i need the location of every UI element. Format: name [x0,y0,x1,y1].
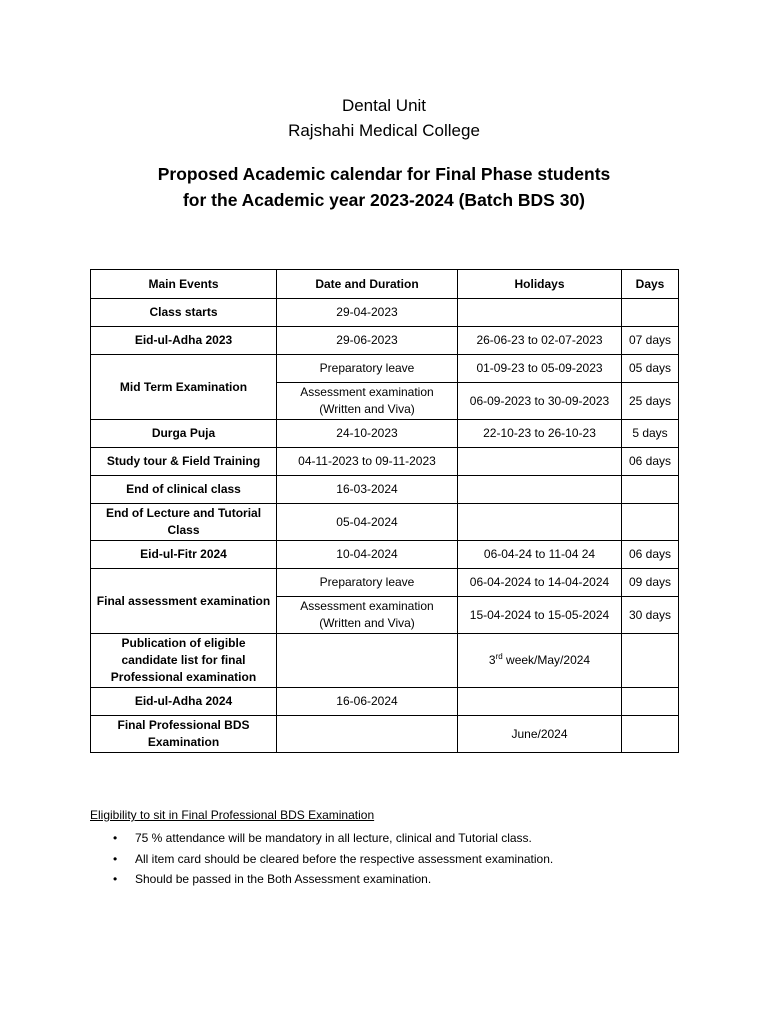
days-cell: 06 days [622,541,679,569]
table-row [91,569,679,597]
holidays-cell: 06-09-2023 to 30-09-2023 [458,383,622,420]
table-row [91,634,679,688]
holidays-cell: 15-04-2024 to 15-05-2024 [458,597,622,634]
table-row [91,541,679,569]
days-cell [622,634,679,688]
holidays-text: week/May/2024 [502,653,591,667]
date-cell [277,383,458,420]
table-header-row [91,270,679,299]
date-cell [277,597,458,634]
holidays-cell: 01-09-23 to 05-09-2023 [458,355,622,383]
holidays-cell: 06-04-24 to 11-04 24 [458,541,622,569]
list-item [90,869,553,890]
title-line-1: Proposed Academic calendar for Final Phase students [157,164,611,184]
eligibility-list [90,828,553,890]
holidays-cell [458,448,622,476]
holidays-cell: 26-06-23 to 02-07-2023 [458,327,622,355]
days-cell: 05 days [622,355,679,383]
list-item [90,849,553,870]
unit-name: Dental Unit [341,96,427,115]
header-holidays: Holidays [458,270,622,299]
table-row [91,355,679,383]
date-cell: 04-11-2023 to 09-11-2023 [277,448,458,476]
holidays-cell [458,299,622,327]
date-line: Assessment examination [300,385,434,399]
days-cell [622,688,679,716]
title-line-2: for the Academic year 2023-2024 (Batch BDS 30) [182,190,586,210]
event-cell [91,716,277,753]
header-days: Days [622,270,679,299]
table-row [91,688,679,716]
days-cell: 06 days [622,448,679,476]
days-cell: 30 days [622,597,679,634]
date-cell [277,634,458,688]
event-cell: Study tour & Field Training [91,448,277,476]
bullet-icon: • [113,831,118,845]
holidays-cell: June/2024 [458,716,622,753]
days-cell [622,299,679,327]
date-line: (Written and Viva) [319,616,415,630]
eligibility-heading: Eligibility to sit in Final Professional BDS Examination [90,808,375,822]
days-cell: 09 days [622,569,679,597]
days-cell [622,716,679,753]
date-cell [277,716,458,753]
holidays-cell: 06-04-2024 to 14-04-2024 [458,569,622,597]
bullet-icon: • [113,851,118,866]
holidays-cell [458,634,622,688]
header-main-events: Main Events [91,270,277,299]
list-item-text: Should be passed in the Both Assessment examination. [135,872,432,886]
days-cell [622,476,679,504]
date-cell: 16-03-2024 [277,476,458,504]
event-line: End of Lecture and Tutorial [105,506,262,520]
holidays-cell [458,476,622,504]
event-line: Class [167,523,200,537]
days-cell: 5 days [622,420,679,448]
event-cell: Mid Term Examination [91,355,277,420]
event-cell: End of clinical class [91,476,277,504]
date-cell: 24-10-2023 [277,420,458,448]
event-cell: Final assessment examination [91,569,277,634]
days-cell: 25 days [622,383,679,420]
table-row [91,504,679,541]
event-cell [91,504,277,541]
date-line: Assessment examination [300,599,434,613]
table-row [91,448,679,476]
event-cell: Eid-ul-Adha 2023 [91,327,277,355]
event-cell: Eid-ul-Adha 2024 [91,688,277,716]
ordinal-number: 3 [488,653,496,667]
date-cell: Preparatory leave [277,569,458,597]
holidays-cell [458,504,622,541]
event-line: candidate list for final [121,653,246,667]
list-item-text: All item card should be cleared before the respective assessment examination. [135,851,554,866]
event-line: Examination [147,735,220,749]
holidays-cell [458,688,622,716]
date-cell: 29-06-2023 [277,327,458,355]
list-item-text: 75 % attendance will be mandatory in all lecture, clinical and Tutorial class. [135,831,532,845]
date-cell: 29-04-2023 [277,299,458,327]
table-row [91,299,679,327]
event-line: Final Professional BDS [117,718,250,732]
event-line: Professional examination [110,670,257,684]
holidays-cell: 22-10-23 to 26-10-23 [458,420,622,448]
table-row [91,420,679,448]
days-cell: 07 days [622,327,679,355]
date-line: (Written and Viva) [319,402,415,416]
bullet-icon: • [113,872,118,886]
table-row [91,476,679,504]
list-item [90,828,553,849]
document-title [0,161,768,213]
event-cell: Durga Puja [91,420,277,448]
event-cell [91,634,277,688]
academic-calendar-table [90,269,679,753]
table-row [91,327,679,355]
event-cell: Class starts [91,299,277,327]
document-header [0,93,768,143]
days-cell [622,504,679,541]
table-row [91,716,679,753]
header-date-duration: Date and Duration [277,270,458,299]
eligibility-section [90,808,374,822]
college-name: Rajshahi Medical College [288,121,480,140]
ordinal-suffix: rd [495,652,503,661]
date-cell: Preparatory leave [277,355,458,383]
date-cell: 10-04-2024 [277,541,458,569]
event-line: Publication of eligible [121,636,246,650]
event-cell: Eid-ul-Fitr 2024 [91,541,277,569]
date-cell: 05-04-2024 [277,504,458,541]
date-cell: 16-06-2024 [277,688,458,716]
